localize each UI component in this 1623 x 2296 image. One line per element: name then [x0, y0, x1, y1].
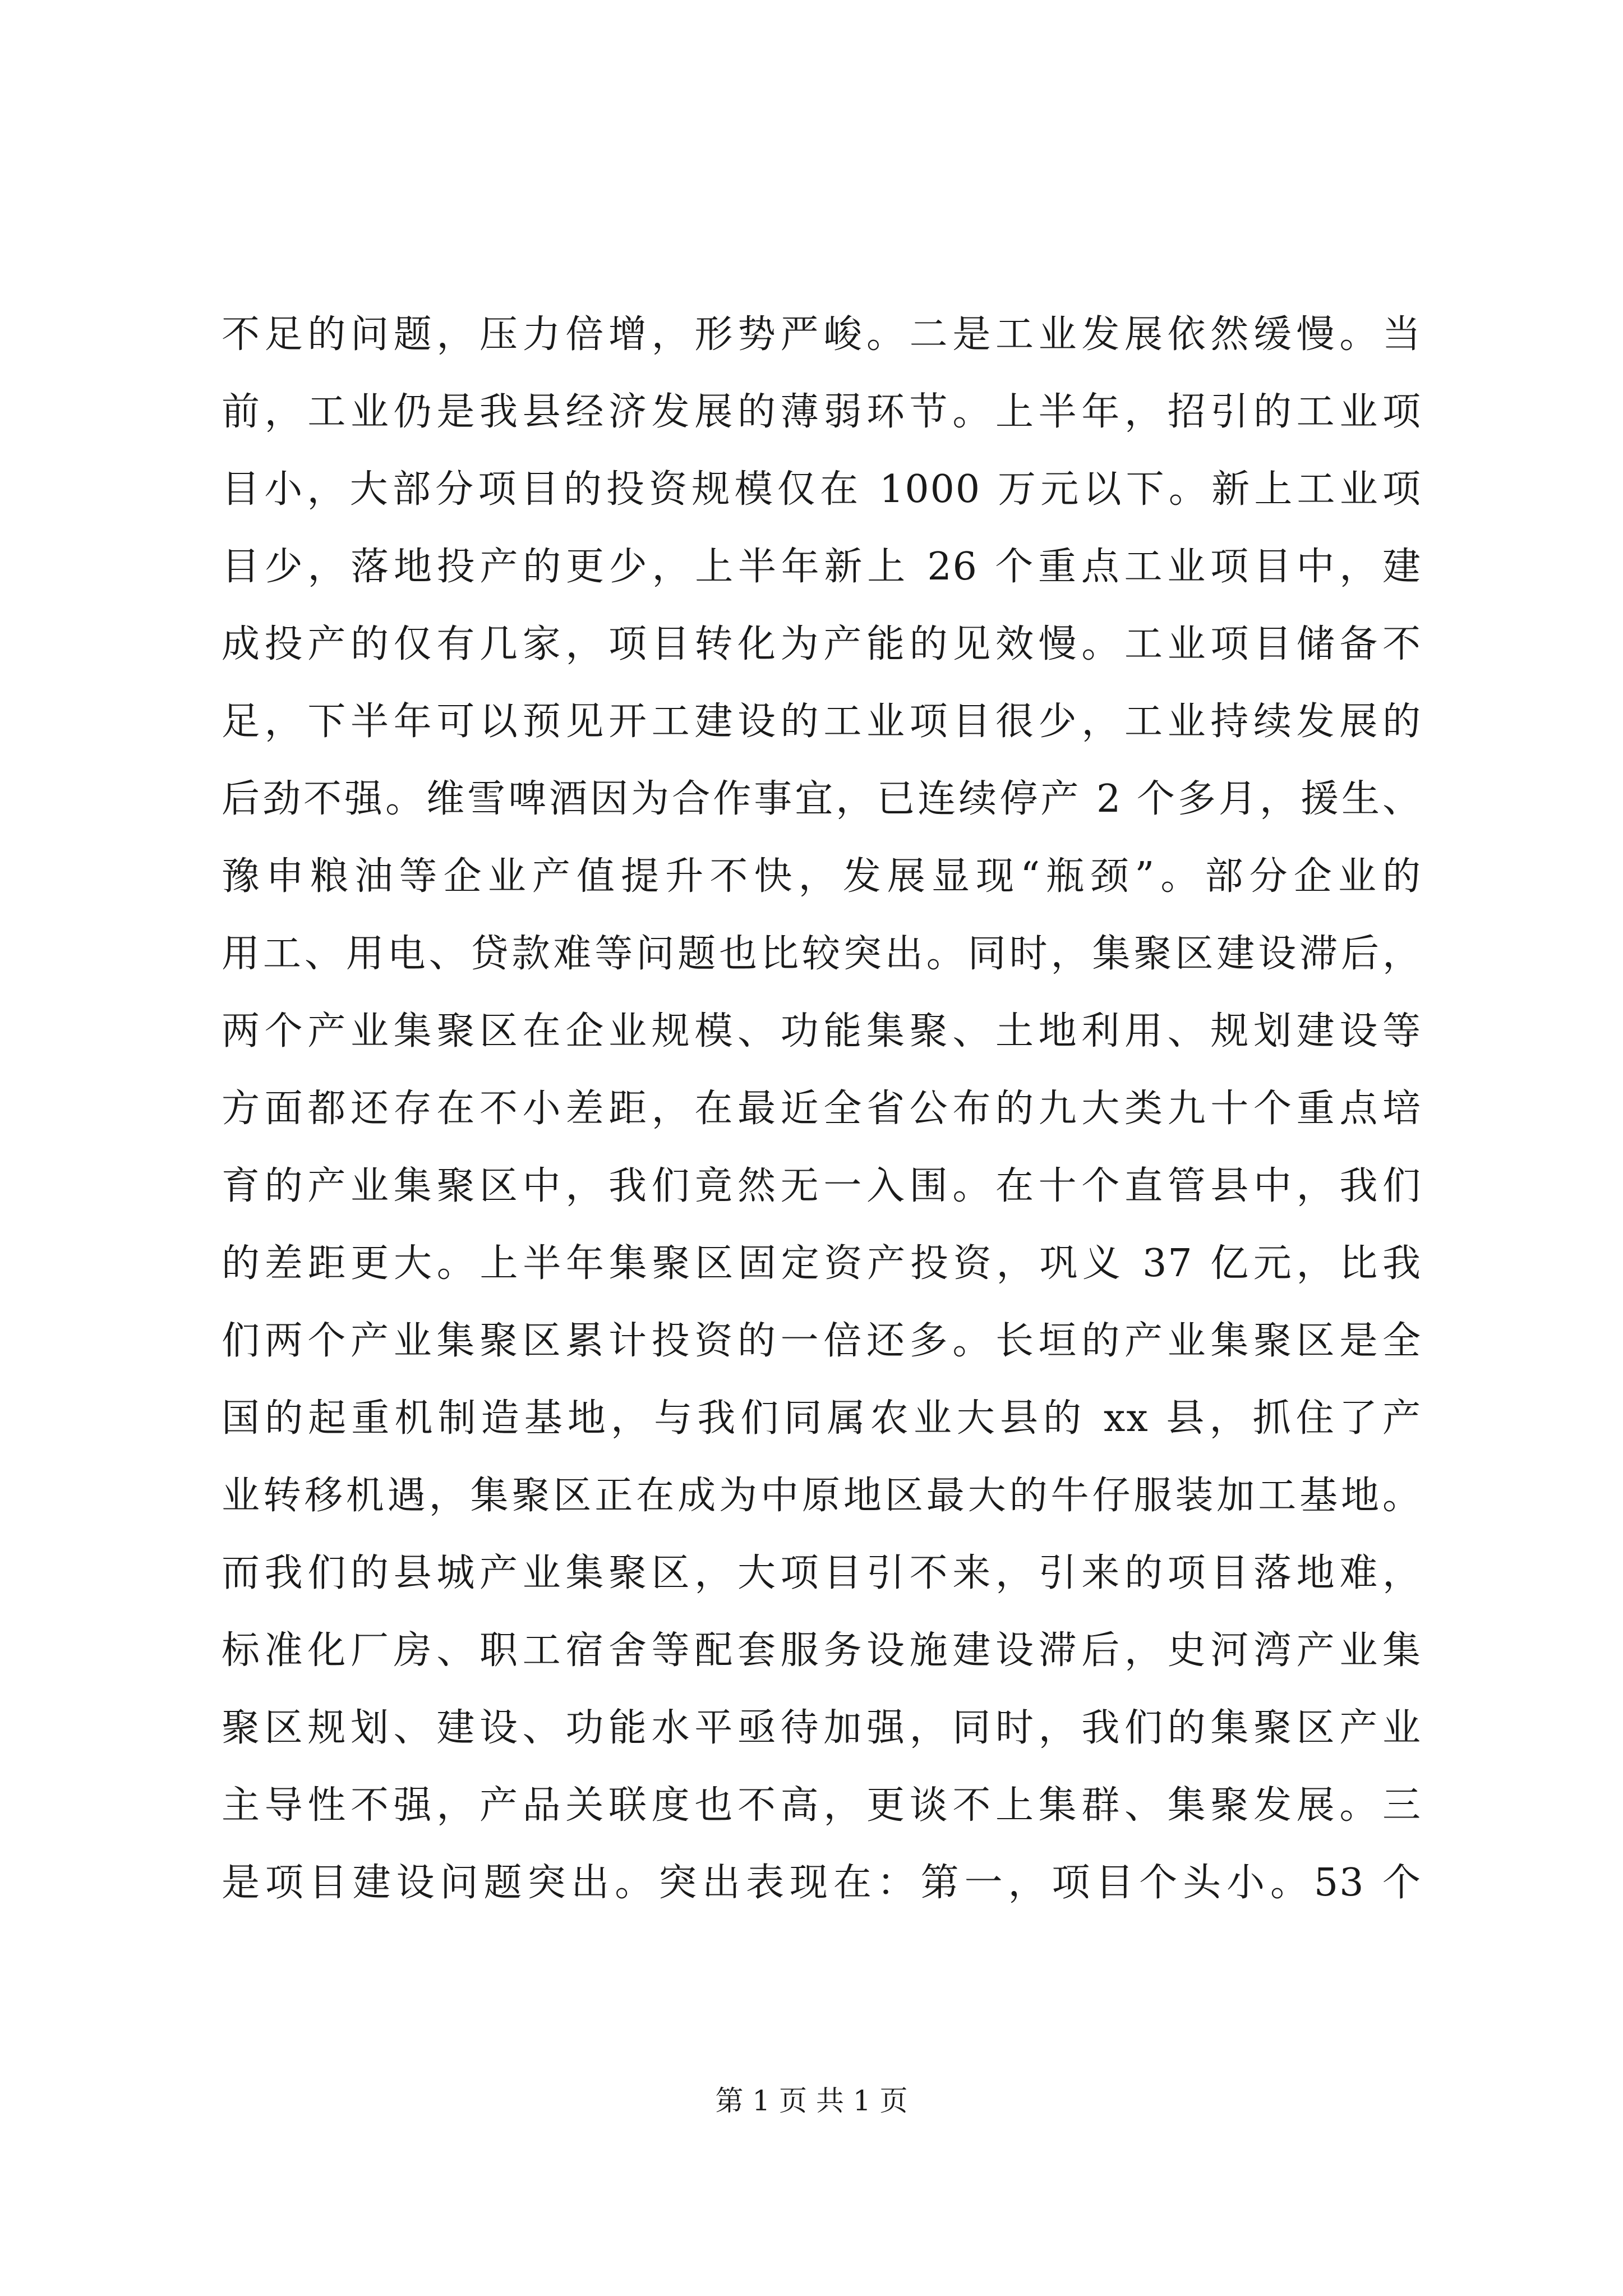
text-line: 育的产业集聚区中，我们竟然无一入围。在十个直管县中，我们: [222, 1164, 1422, 1208]
text-line: 而我们的县城产业集聚区，大项目引不来，引来的项目落地难，: [222, 1551, 1422, 1595]
text-line: 不足的问题，压力倍增，形势严峻。二是工业发展依然缓慢。当: [222, 312, 1422, 357]
body-text: [222, 296, 1422, 1922]
text-line: 主导性不强，产品关联度也不高，更谈不上集群、集聚发展。三: [222, 1783, 1422, 1828]
text-line: 标准化厂房、职工宿舍等配套服务设施建设滞后，史河湾产业集: [222, 1628, 1422, 1673]
text-line: 的差距更大。上半年集聚区固定资产投资，巩义 37 亿元，比我: [222, 1241, 1422, 1286]
text-line: 业转移机遇，集聚区正在成为中原地区最大的牛仔服装加工基地。: [222, 1474, 1422, 1518]
page-footer: 第 1 页 共 1 页: [715, 2085, 908, 2117]
text-line: 目少，落地投产的更少，上半年新上 26 个重点工业项目中，建: [222, 545, 1422, 589]
text-line: 是项目建设问题突出。突出表现在：第一，项目个头小。53 个: [222, 1861, 1422, 1905]
text-line: 足，下半年可以预见开工建设的工业项目很少，工业持续发展的: [222, 700, 1422, 744]
text-line: 豫申粮油等企业产值提升不快，发展显现“瓶颈”。部分企业的: [222, 854, 1422, 899]
text-line: 两个产业集聚区在企业规模、功能集聚、土地利用、规划建设等: [222, 1009, 1422, 1053]
text-line: 前，工业仍是我县经济发展的薄弱环节。上半年，招引的工业项: [222, 390, 1422, 434]
text-line: 方面都还存在不小差距，在最近全省公布的九大类九十个重点培: [222, 1087, 1422, 1131]
text-line: 们两个产业集聚区累计投资的一倍还多。长垣的产业集聚区是全: [222, 1319, 1422, 1363]
text-line: 目小，大部分项目的投资规模仅在 1000 万元以下。新上工业项: [222, 467, 1422, 512]
text-line: 后劲不强。维雪啤酒因为合作事宜，已连续停产 2 个多月，援生、: [222, 777, 1422, 821]
text-line: 用工、用电、贷款难等问题也比较突出。同时，集聚区建设滞后，: [222, 932, 1422, 976]
text-line: 国的起重机制造基地，与我们同属农业大县的 xx 县，抓住了产: [222, 1396, 1422, 1441]
text-line: 聚区规划、建设、功能水平亟待加强，同时，我们的集聚区产业: [222, 1706, 1422, 1750]
text-line: 成投产的仅有几家，项目转化为产能的见效慢。工业项目储备不: [222, 622, 1422, 666]
